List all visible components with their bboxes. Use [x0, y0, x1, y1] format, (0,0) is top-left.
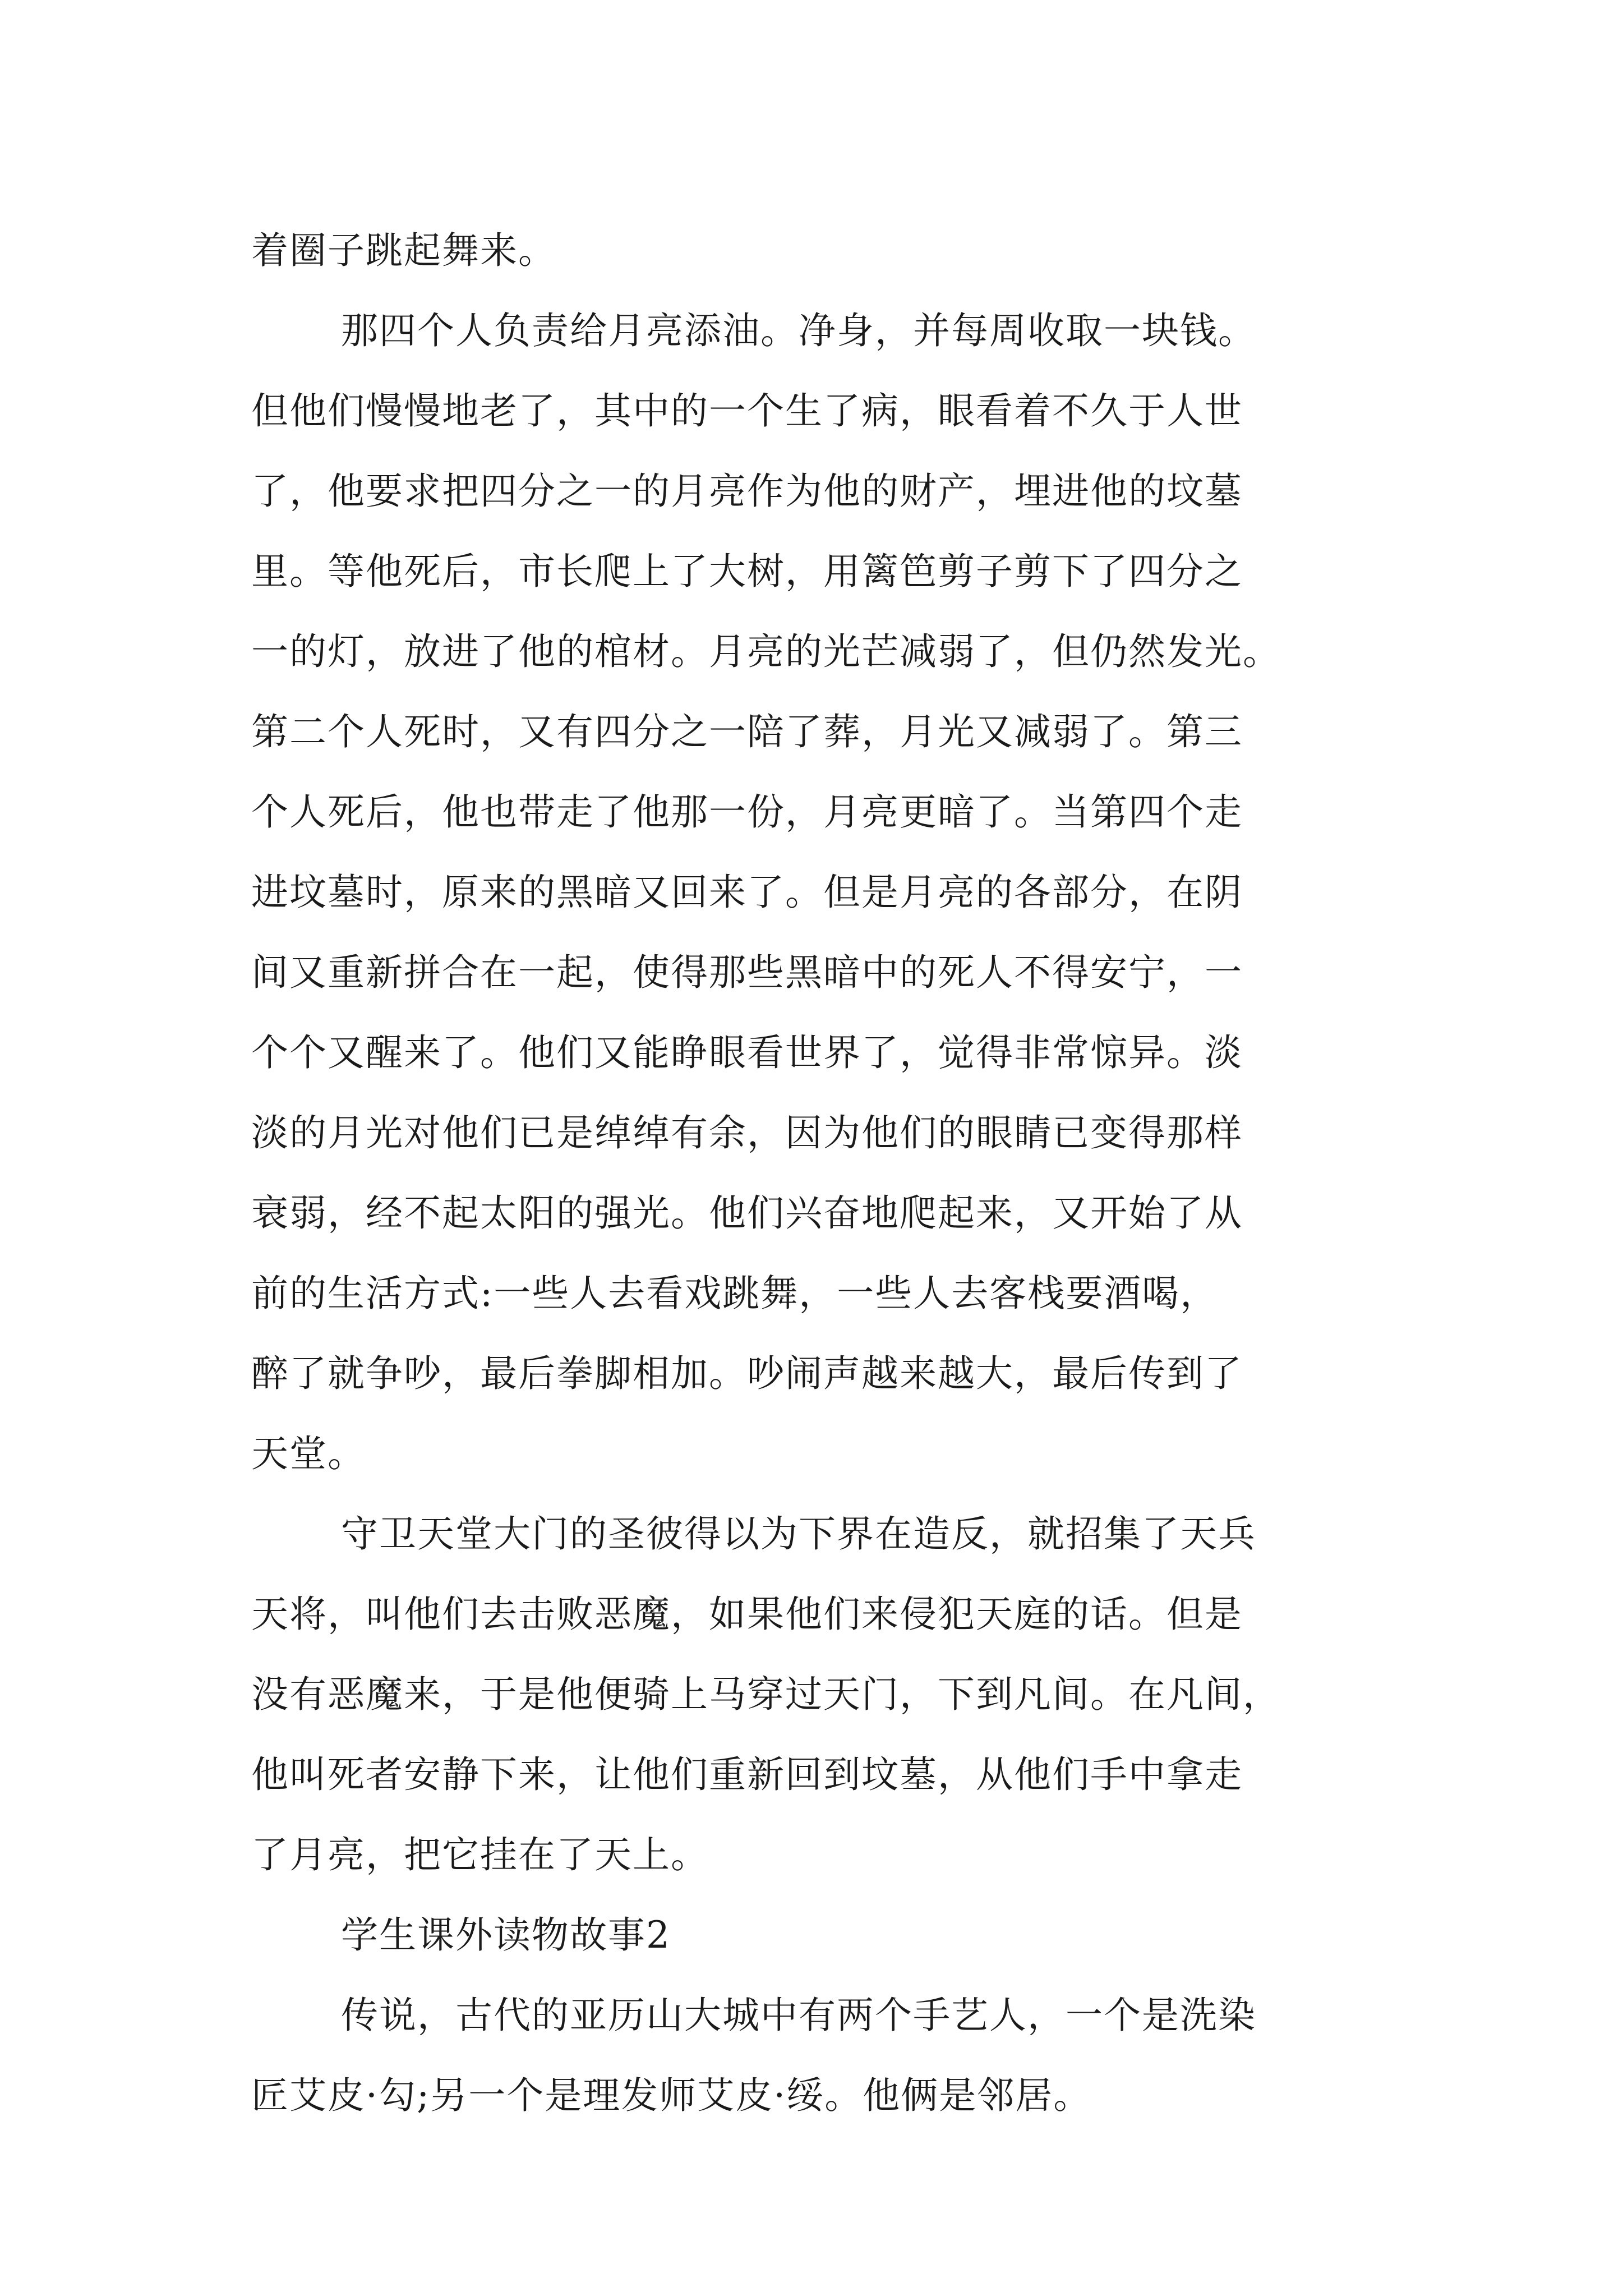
text-line: 了月亮，把它挂在了天上。 [251, 1833, 709, 1876]
text-line: 进坟墓时，原来的黑暗又回来了。但是月亮的各部分，在阴 [251, 871, 1243, 914]
text-line: 醉了就争吵，最后拳脚相加。吵闹声越来越大，最后传到了 [251, 1352, 1243, 1395]
text-line: 着圈子跳起舞来。 [251, 229, 556, 272]
text-line: 一的灯，放进了他的棺材。月亮的光芒减弱了，但仍然发光。 [251, 630, 1281, 673]
text-line: 天堂。 [251, 1432, 366, 1475]
section-heading: 学生课外读物故事2 [341, 1913, 671, 1957]
text-line: 衰弱，经不起太阳的强光。他们兴奋地爬起来，又开始了从 [251, 1191, 1243, 1235]
text-line: 但他们慢慢地老了，其中的一个生了病，眼看着不久于人世 [251, 389, 1243, 432]
text-line: 个人死后，他也带走了他那一份，月亮更暗了。当第四个走 [251, 790, 1243, 834]
text-line: 那四个人负责给月亮添油。净身，并每周收取一块钱。 [341, 309, 1256, 352]
text-line: 他叫死者安静下来，让他们重新回到坟墓，从他们手中拿走 [251, 1753, 1243, 1796]
document-body [251, 210, 1435, 2136]
text-line: 匠艾皮·勾;另一个是理发师艾皮·绥。他俩是邻居。 [251, 2074, 1092, 2117]
text-line: 天将，叫他们去击败恶魔，如果他们来侵犯天庭的话。但是 [251, 1593, 1243, 1636]
text-line: 里。等他死后，市长爬上了大树，用篱笆剪子剪下了四分之 [251, 550, 1243, 593]
text-line: 传说，古代的亚历山大城中有两个手艺人，一个是洗染 [341, 1994, 1256, 2037]
text-line: 没有恶魔来，于是他便骑上马穿过天门，下到凡间。在凡间， [251, 1673, 1281, 1716]
text-line: 守卫天堂大门的圣彼得以为下界在造反，就招集了天兵 [341, 1512, 1256, 1556]
text-line: 个个又醒来了。他们又能睁眼看世界了，觉得非常惊异。淡 [251, 1031, 1243, 1074]
text-line: 间又重新拼合在一起，使得那些黑暗中的死人不得安宁，一 [251, 951, 1243, 994]
text-line: 第二个人死时，又有四分之一陪了葬，月光又减弱了。第三 [251, 710, 1243, 753]
text-line: 淡的月光对他们已是绰绰有余，因为他们的眼睛已变得那样 [251, 1111, 1243, 1154]
text-line: 前的生活方式:一些人去看戏跳舞，一些人去客栈要酒喝， [251, 1272, 1219, 1315]
text-line: 了，他要求把四分之一的月亮作为他的财产，埋进他的坟墓 [251, 470, 1243, 513]
